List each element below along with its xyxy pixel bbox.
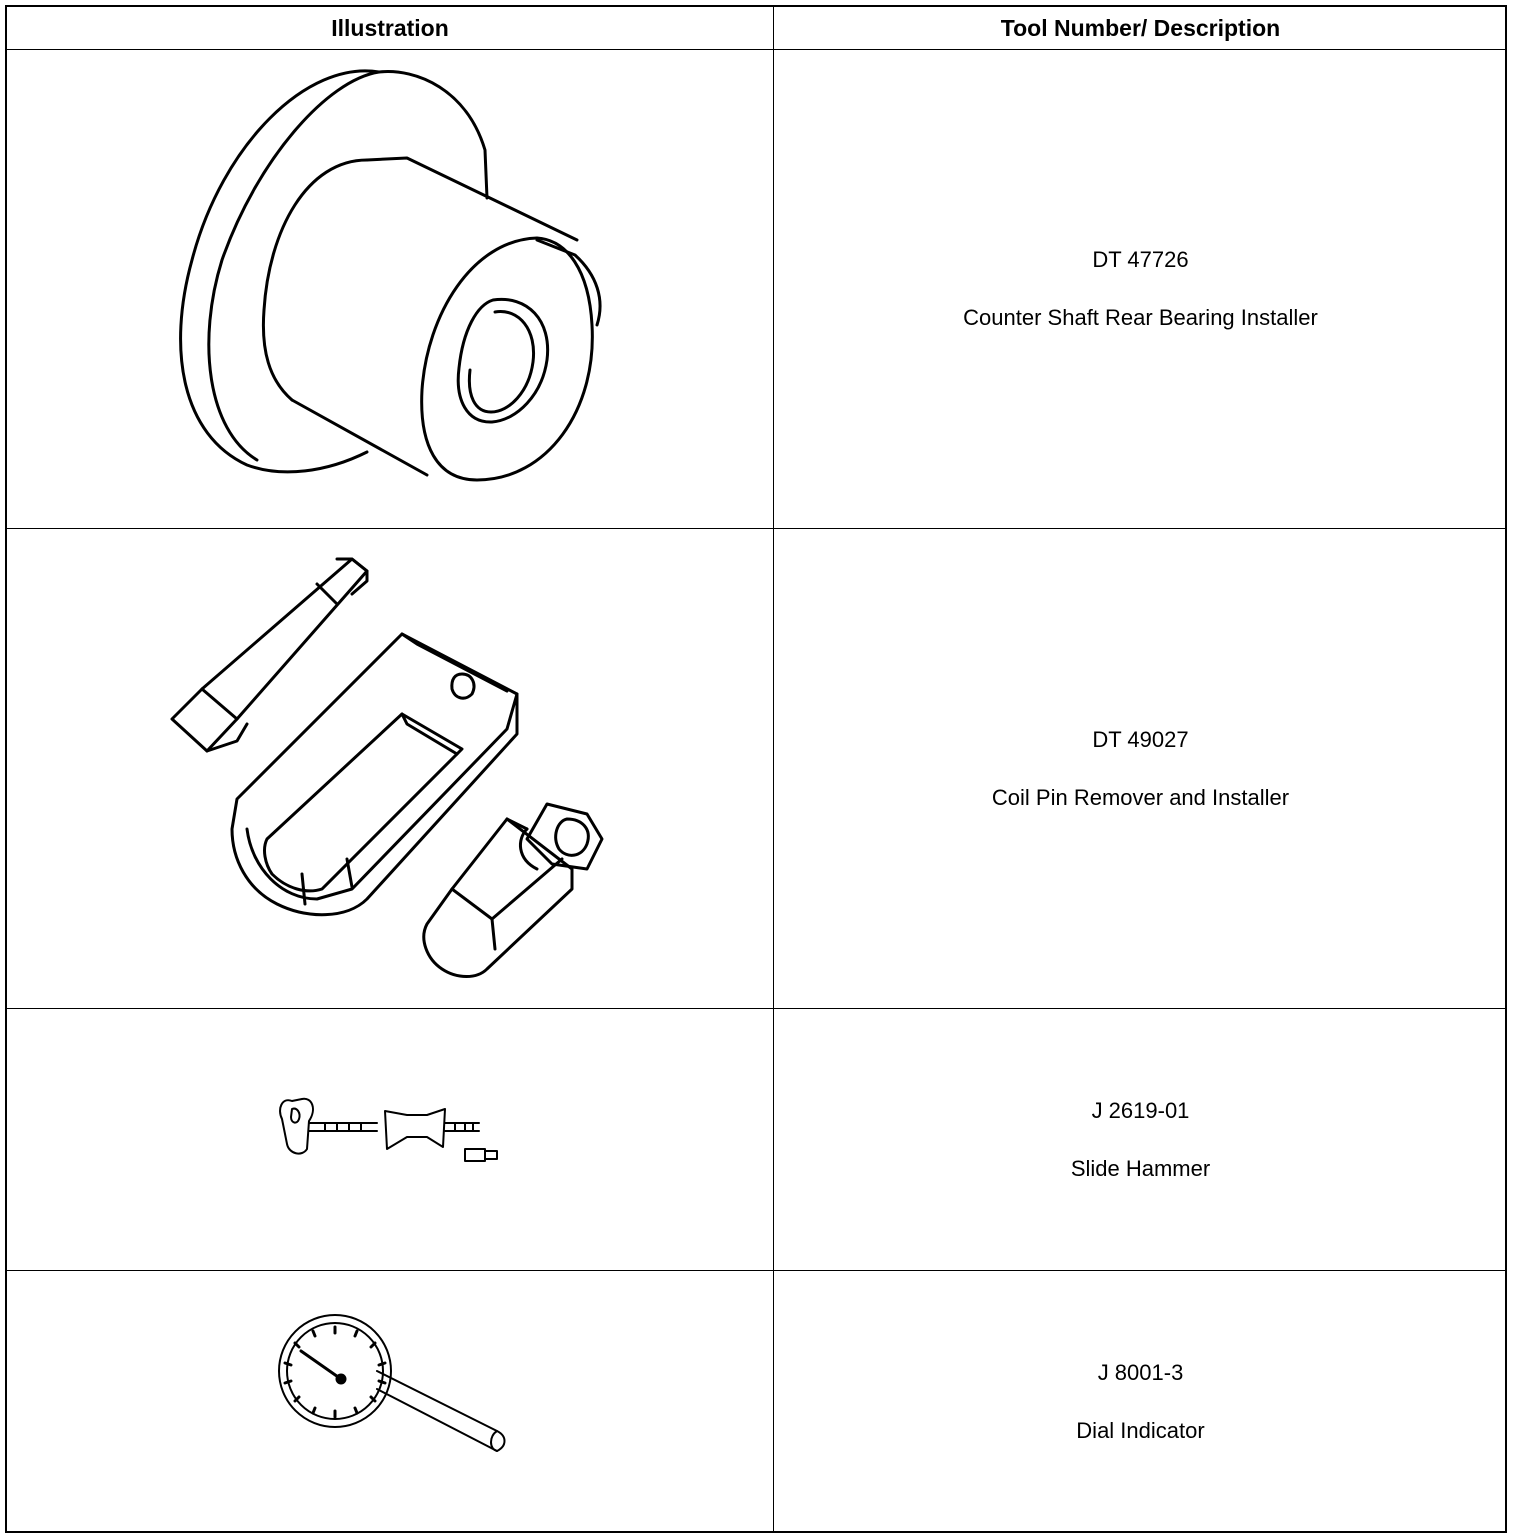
table-row-illustration — [7, 529, 773, 1008]
dial-indicator-icon — [7, 1271, 773, 1533]
header-tool-description: Tool Number/ Description — [1000, 14, 1281, 41]
table-row-description — [774, 50, 1507, 528]
tool-number: DT 47726 — [1092, 247, 1189, 272]
tool-number: J 2619-01 — [1091, 1097, 1190, 1123]
table-row-description — [774, 1009, 1507, 1270]
tool-description: Counter Shaft Rear Bearing Installer — [963, 305, 1318, 330]
table-row-description — [774, 529, 1507, 1008]
table-row-illustration — [7, 1009, 773, 1270]
slide-hammer-icon — [7, 1009, 773, 1270]
table-row-description — [774, 1271, 1507, 1533]
table-row-illustration — [7, 1271, 773, 1533]
tool-description: Coil Pin Remover and Installer — [991, 784, 1290, 810]
coil-pin-tool-icon — [7, 529, 773, 1008]
tool-description: Slide Hammer — [1070, 1155, 1211, 1181]
tool-number: J 8001-3 — [1097, 1360, 1184, 1385]
bearing-installer-icon — [7, 50, 773, 528]
tool-table — [5, 5, 1507, 1533]
tool-number: DT 49027 — [1092, 726, 1189, 752]
tool-description: Dial Indicator — [1076, 1418, 1205, 1443]
table-row-illustration — [7, 50, 773, 528]
header-illustration: Illustration — [331, 14, 449, 41]
